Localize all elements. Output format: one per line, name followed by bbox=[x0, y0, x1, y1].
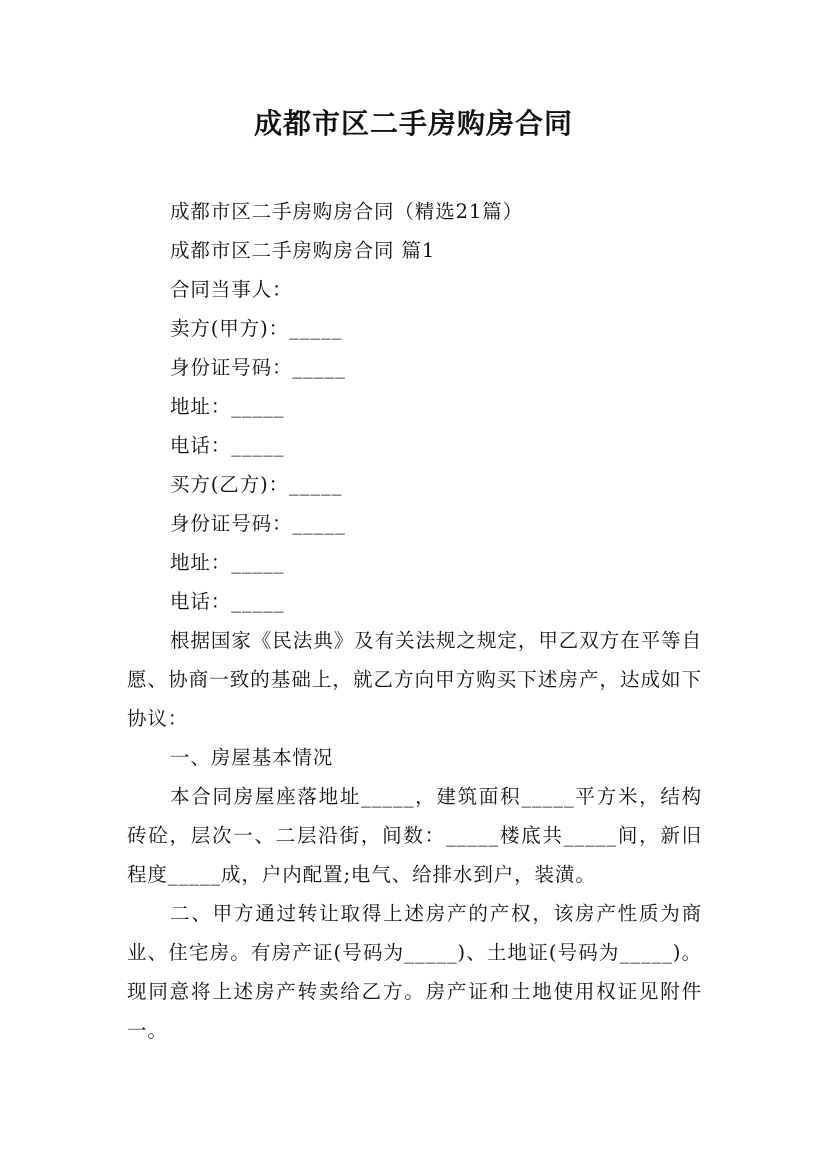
buyer-phone-line: 电话：_____ bbox=[170, 590, 285, 613]
seller-id-line: 身份证号码：_____ bbox=[170, 356, 346, 379]
buyer-id-line: 身份证号码：_____ bbox=[170, 512, 346, 535]
clause1-paragraph: 本合同房屋座落地址_____，建筑面积_____平方米，结构砖砼，层次一、二层沿街，间数：_____楼底共_____间，新旧程度_____成，户内配置;电气、给排水到户，装潢。 bbox=[127, 785, 702, 886]
seller-phone-line: 电话：_____ bbox=[170, 434, 285, 457]
buyer-line: 买方(乙方)：_____ bbox=[170, 473, 343, 496]
section-heading: 成都市区二手房购房合同 篇1 bbox=[170, 239, 436, 262]
parties-label: 合同当事人： bbox=[170, 278, 293, 301]
seller-address-line: 地址：_____ bbox=[170, 395, 285, 418]
clause2-paragraph: 二、甲方通过转让取得上述房产的产权，该房产性质为商业、住宅房。有房产证(号码为_____)、土地证(号码为_____)。现同意将上述房产转卖给乙方。房产证和土地使用权证见附件一。 bbox=[127, 902, 702, 1042]
seller-line: 卖方(甲方)：_____ bbox=[170, 317, 343, 340]
document-subtitle: 成都市区二手房购房合同（精选21篇） bbox=[170, 200, 524, 223]
document-body bbox=[127, 192, 702, 1050]
clause1-heading: 一、房屋基本情况 bbox=[170, 746, 334, 769]
buyer-address-line: 地址：_____ bbox=[170, 551, 285, 574]
preamble-paragraph: 根据国家《民法典》及有关法规之规定，甲乙双方在平等自愿、协商一致的基础上，就乙方向甲方购买下述房产，达成如下协议： bbox=[127, 629, 702, 730]
document-title: 成都市区二手房购房合同 bbox=[253, 107, 573, 140]
